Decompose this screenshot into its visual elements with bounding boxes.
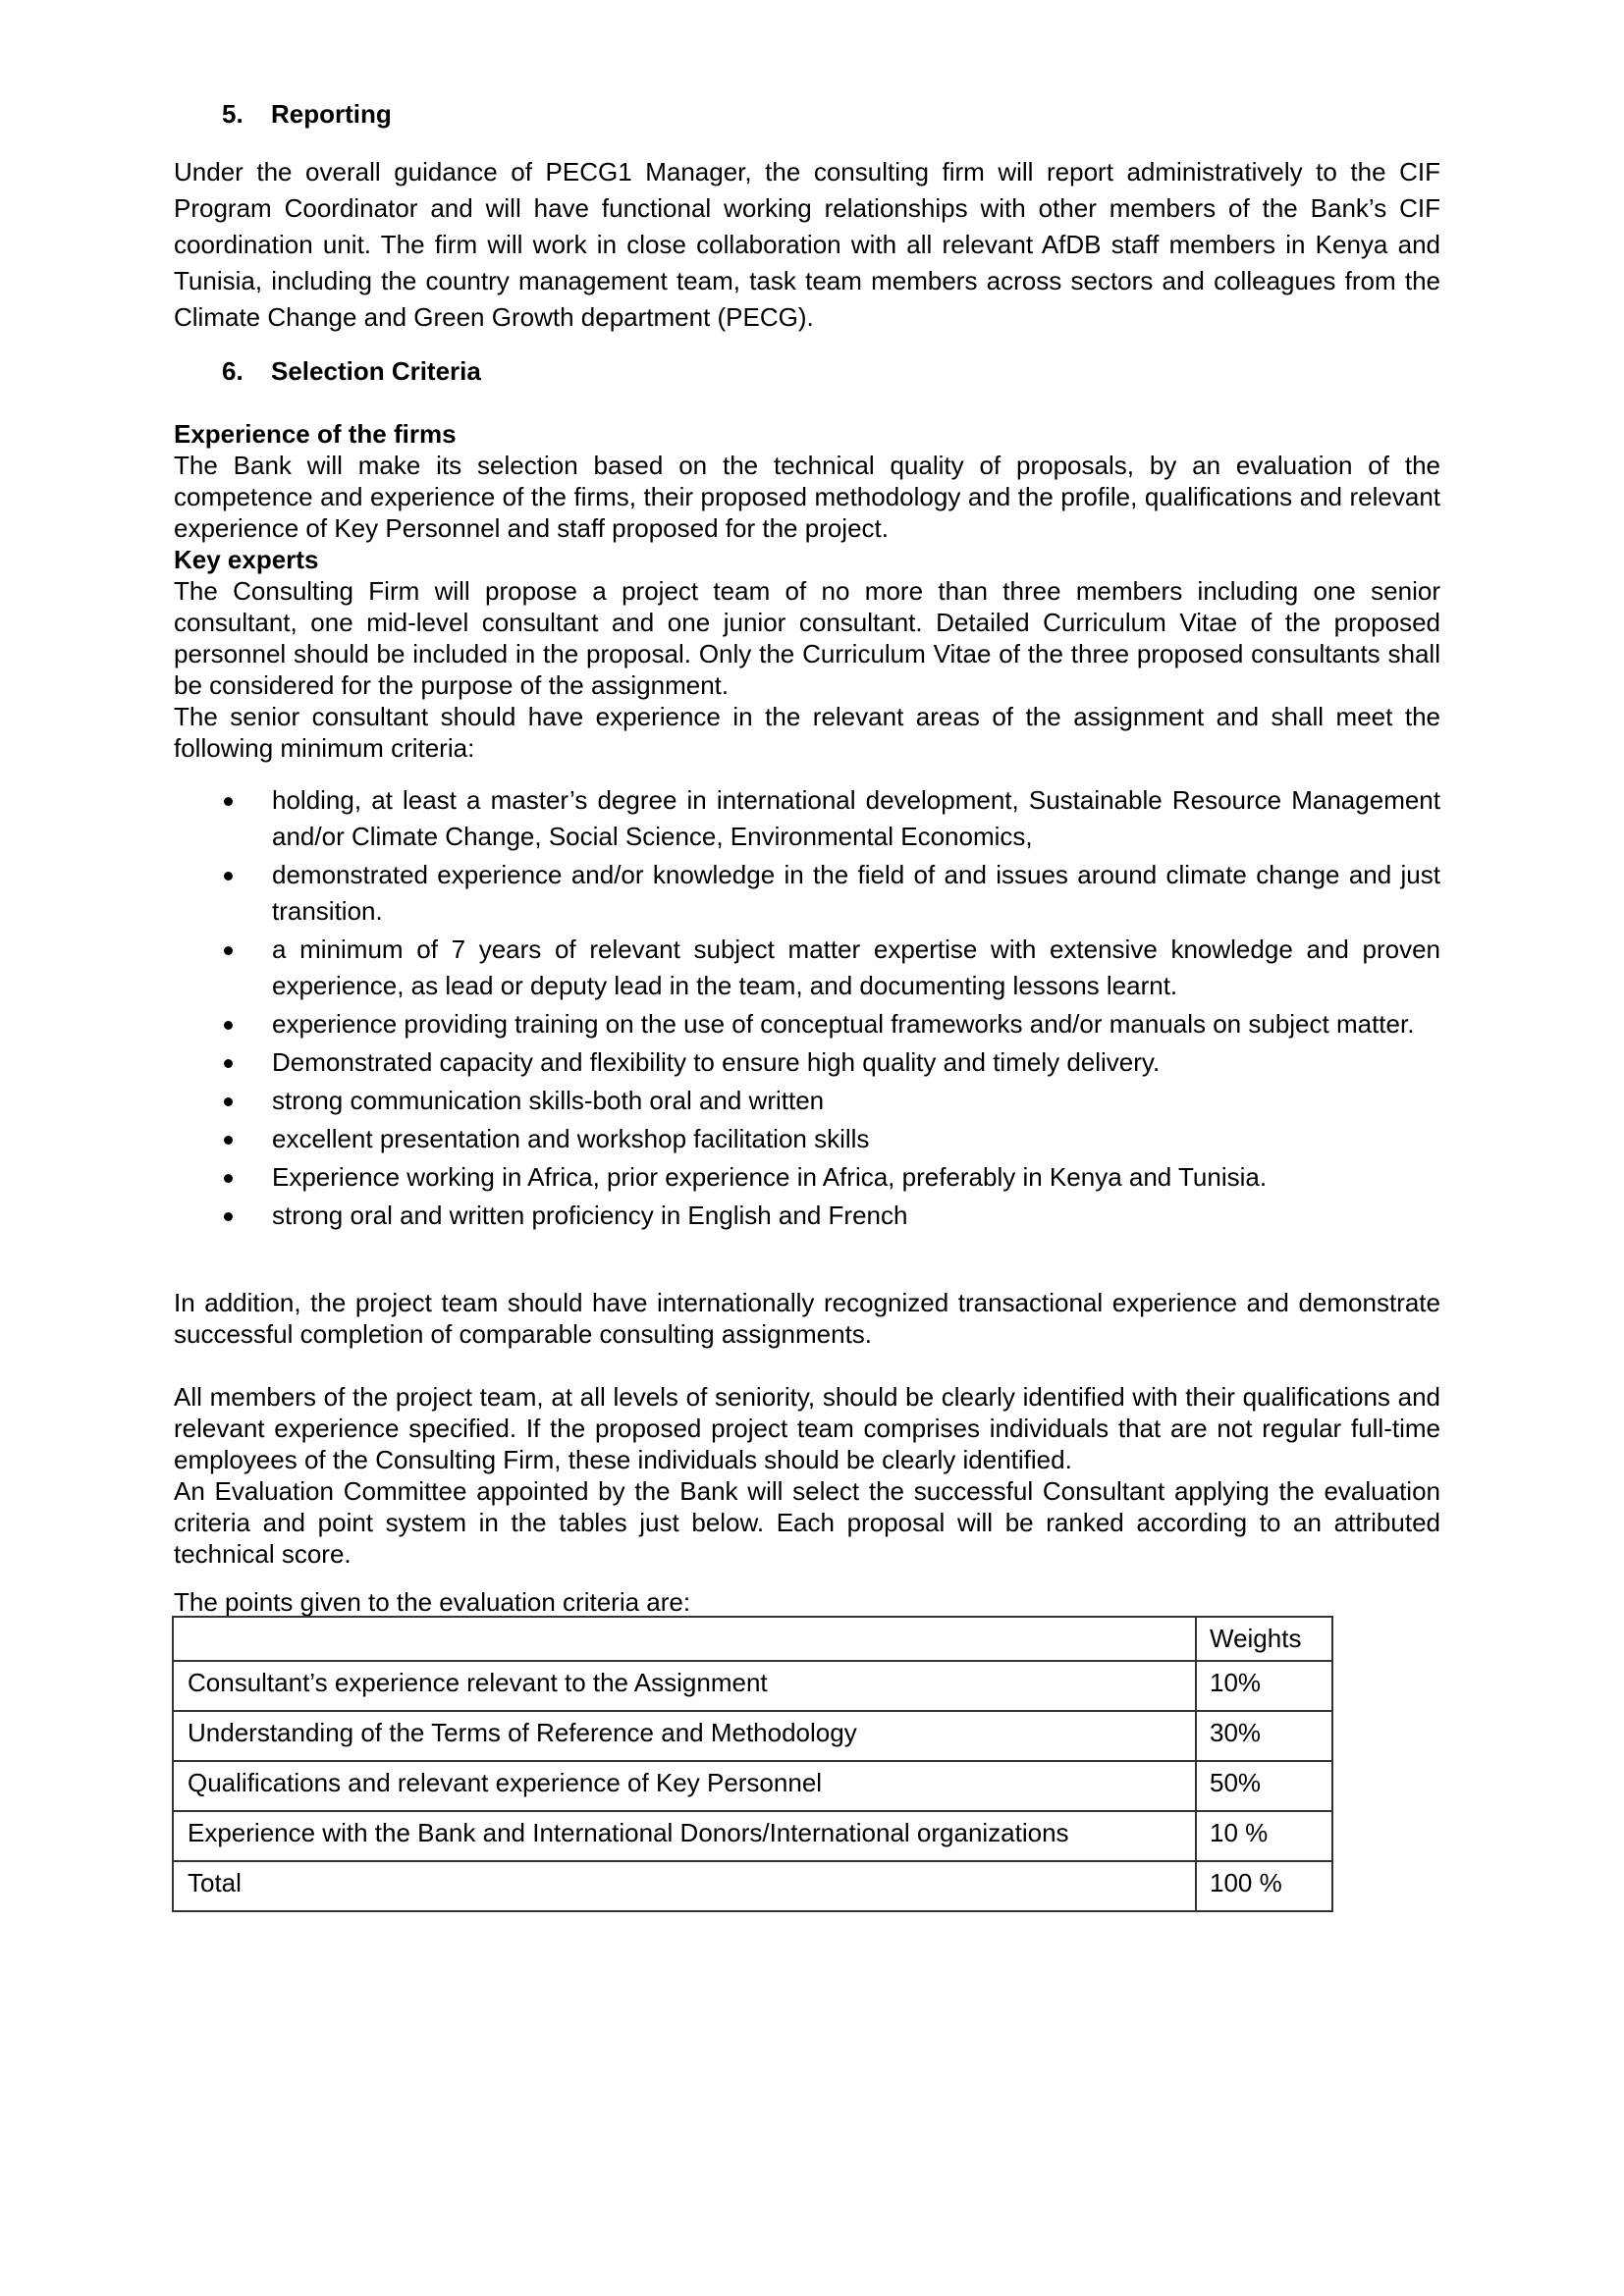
criterion-cell: Consultant’s experience relevant to the Assignment: [173, 1661, 1196, 1711]
bullet-icon: [224, 797, 233, 806]
bullet-icon: [224, 1136, 233, 1145]
selection-body: [174, 418, 1440, 764]
senior-consultant-intro: The senior consultant should have experience in the relevant areas of the assignment and shall meet the following minimum criteria:: [174, 702, 1440, 763]
list-item: Demonstrated capacity and flexibility to ensure high quality and timely delivery.: [174, 1044, 1440, 1081]
list-item: experience providing training on the use of conceptual frameworks and/or manuals on subject matter.: [174, 1006, 1440, 1042]
table-row: [173, 1661, 1332, 1711]
bullet-icon: [224, 1059, 233, 1068]
list-item: holding, at least a master’s degree in international development, Sustainable Resource Management and/or Climate Change, Social Science, Environmental Economics,: [174, 782, 1440, 855]
list-item: a minimum of 7 years of relevant subject matter expertise with extensive knowledge and proven experience, as lead or deputy lead in the team, and documenting lessons learnt.: [174, 932, 1440, 1004]
list-item: excellent presentation and workshop facilitation skills: [174, 1121, 1440, 1157]
members-paragraph: All members of the project team, at all levels of seniority, should be clearly identified with their qualifications and relevant experience specified. If the proposed project team comprises individuals that are not regular full-time employees of the Consulting Firm, these individuals should be clearly identified.: [174, 1382, 1440, 1474]
team-paragraphs: [174, 1381, 1440, 1570]
list-item: strong oral and written proficiency in English and French: [174, 1198, 1440, 1234]
header-weight: Weights: [1196, 1617, 1332, 1661]
evaluation-weights-table: [172, 1616, 1333, 1912]
weight-cell: 10%: [1196, 1661, 1332, 1711]
table-row: [173, 1811, 1332, 1861]
section-number: 6.: [222, 356, 244, 386]
weight-cell: 30%: [1196, 1711, 1332, 1761]
bullet-icon: [224, 946, 233, 955]
bullet-icon: [224, 1097, 233, 1106]
points-intro: The points given to the evaluation criteria are:: [174, 1587, 691, 1617]
section-title: Reporting: [271, 99, 392, 129]
experience-heading: Experience of the firms: [174, 419, 457, 449]
section-title: Selection Criteria: [271, 356, 481, 386]
criterion-cell: Understanding of the Terms of Reference and Methodology: [173, 1711, 1196, 1761]
table-header-row: [173, 1617, 1332, 1661]
criterion-cell: Total: [173, 1861, 1196, 1911]
weight-cell: 100 %: [1196, 1861, 1332, 1911]
bullet-icon: [224, 1174, 233, 1183]
committee-paragraph: An Evaluation Committee appointed by the Bank will select the successful Consultant applying the evaluation criteria and point system in the tables just below. Each proposal will be ranked according to an attributed technical score.: [174, 1476, 1440, 1569]
bullet-icon: [224, 1021, 233, 1030]
bullet-icon: [224, 1212, 233, 1221]
bullet-icon: [224, 872, 233, 881]
criterion-cell: Qualifications and relevant experience of Key Personnel: [173, 1761, 1196, 1811]
reporting-paragraph: Under the overall guidance of PECG1 Manager, the consulting firm will report administratively to the CIF Program Coordinator and will have functional working relationships with other members of the Bank’s CIF coordination unit. The firm will work in close collaboration with all relevant AfDB staff members in Kenya and Tunisia, including the country management team, task team members across sectors and colleagues from the Climate Change and Green Growth department (PECG).: [174, 157, 1440, 332]
table-row: [173, 1711, 1332, 1761]
key-experts-heading: Key experts: [174, 545, 319, 574]
header-criterion: [173, 1617, 1196, 1661]
list-item: Experience working in Africa, prior experience in Africa, preferably in Kenya and Tunisia.: [174, 1159, 1440, 1196]
list-item: strong communication skills-both oral and written: [174, 1083, 1440, 1119]
table-row-total: [173, 1861, 1332, 1911]
key-experts-paragraph: The Consulting Firm will propose a project team of no more than three members including one senior consultant, one mid-level consultant and one junior consultant. Detailed Curriculum Vitae of the proposed personnel should be included in the proposal. Only the Curriculum Vitae of the three proposed consultants shall be considered for the purpose of the assignment.: [174, 576, 1440, 700]
criterion-cell: Experience with the Bank and International Donors/International organizations: [173, 1811, 1196, 1861]
table-row: [173, 1761, 1332, 1811]
list-item: demonstrated experience and/or knowledge in the field of and issues around climate change and just transition.: [174, 857, 1440, 930]
addition-paragraph: In addition, the project team should have internationally recognized transactional experience and demonstrate successful completion of comparable consulting assignments.: [174, 1288, 1440, 1349]
weight-cell: 10 %: [1196, 1811, 1332, 1861]
weight-cell: 50%: [1196, 1761, 1332, 1811]
section-number: 5.: [222, 99, 244, 129]
experience-paragraph: The Bank will make its selection based on the technical quality of proposals, by an evaluation of the competence and experience of the firms, their proposed methodology and the profile, qualifications and relevant experience of Key Personnel and staff proposed for the project.: [174, 451, 1440, 543]
criteria-list: [174, 782, 1440, 1236]
